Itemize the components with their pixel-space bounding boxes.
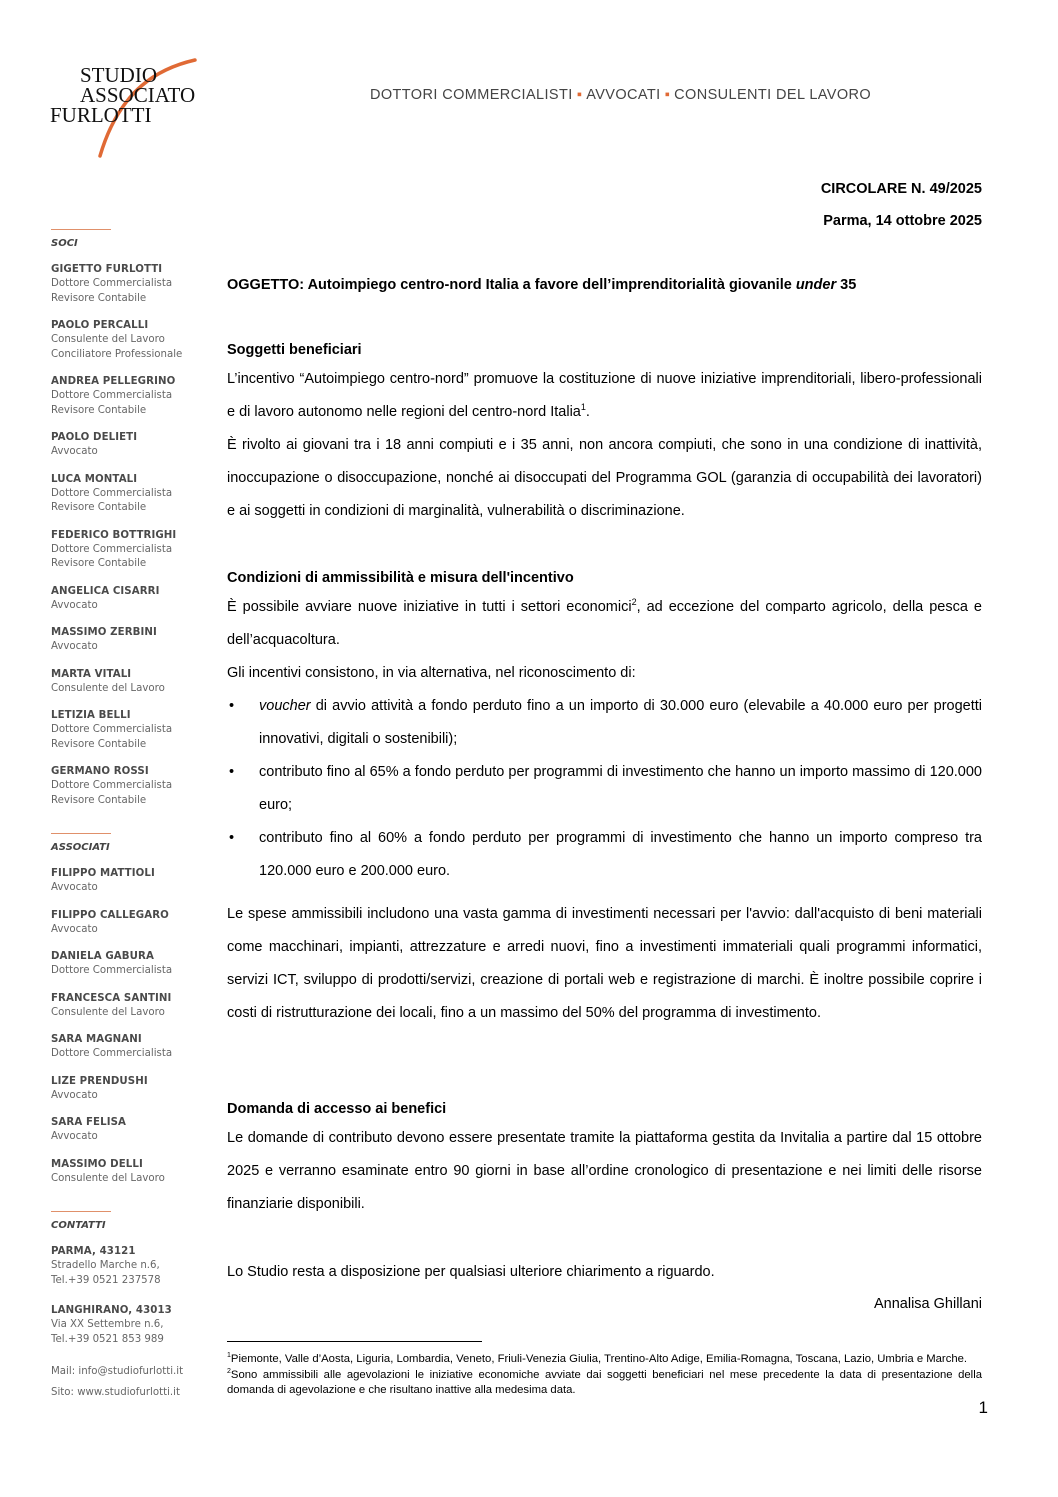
signature: Annalisa Ghillani (873, 1296, 982, 1312)
person-entry (51, 668, 211, 697)
person-entry (51, 950, 211, 979)
closing-sentence: Lo Studio resta a disposizione per qualsiasi ulteriore chiarimento a riguardo. (227, 1264, 715, 1280)
subject-line (227, 277, 982, 293)
list-item-text: contributo fino al 60% a fondo perduto per programmi di investimento che hanno un importo compreso tra 120.000 euro e 200.000 euro. (259, 830, 982, 879)
section-title-associati: ASSOCIATI (51, 842, 110, 853)
contact-email[interactable]: Mail: info@studiofurlotti.it (51, 1366, 184, 1377)
associati-list (51, 867, 211, 1186)
page-number: 1 (978, 1398, 988, 1417)
person-name: MASSIMO ZERBINI (51, 627, 157, 638)
person-entry (51, 709, 211, 752)
paragraph-text: L’incentivo “Autoimpiego centro-nord” promuove la costituzione di nuove iniziative imprenditoriali, libero-professionali e di lavoro autonomo nelle regioni del centro-nord Italia (227, 371, 982, 420)
section-condizioni (227, 570, 982, 1030)
person-name: ANDREA PELLEGRINO (51, 376, 176, 387)
section-soggetti (227, 342, 982, 528)
section-domanda (227, 1101, 982, 1221)
section-heading: Condizioni di ammissibilità e misura dell'incentivo (227, 570, 574, 586)
person-role: Revisore Contabile (51, 404, 147, 416)
contact-block (51, 1304, 211, 1347)
subject-label: OGGETTO: (227, 277, 305, 293)
person-role: Revisore Contabile (51, 558, 147, 569)
person-role: Avvocato (51, 882, 98, 893)
person-entry (51, 992, 211, 1021)
paragraph: Gli incentivi consistono, in via alternativa, nel riconoscimento di: (227, 665, 636, 681)
person-entry (51, 375, 211, 418)
contact-line: Tel.+39 0521 853 989 (51, 1333, 164, 1345)
footnote-number: 2 (227, 1367, 231, 1375)
contatti-list (51, 1245, 211, 1347)
person-role: Revisore Contabile (51, 502, 147, 513)
person-name: LUCA MONTALI (51, 473, 138, 485)
footnote-2 (227, 1368, 982, 1399)
paragraph-text: , ad eccezione del comparto agricolo, della pesca e dell’acquacoltura. (227, 599, 982, 648)
list-item (227, 756, 982, 822)
person-role: Avvocato (51, 923, 98, 935)
person-name: PAOLO PERCALLI (51, 320, 149, 331)
person-role: Dottore Commercialista (51, 780, 173, 791)
person-role: Consulente del Lavoro (51, 1172, 165, 1184)
sidebar (51, 229, 211, 1401)
logo-line-2: ASSOCIATO (80, 83, 196, 107)
person-role: Conciliatore Professionale (51, 348, 183, 360)
person-name: FILIPPO MATTIOLI (51, 868, 155, 879)
footnote-number: 1 (227, 1352, 231, 1360)
person-name: SARA MAGNANI (51, 1034, 142, 1045)
header-tagline (370, 87, 871, 103)
person-role: Revisore Contabile (51, 738, 147, 750)
person-entry (51, 431, 211, 460)
tagline-item: DOTTORI COMMERCIALISTI (370, 87, 573, 103)
contact-website[interactable]: Sito: www.studiofurlotti.it (51, 1387, 180, 1398)
paragraph (227, 363, 982, 429)
contact-block (51, 1245, 211, 1288)
tagline-item: CONSULENTI DEL LAVORO (674, 87, 872, 103)
person-role: Avvocato (51, 1131, 98, 1142)
person-name: GERMANO ROSSI (51, 766, 149, 777)
person-role: Avvocato (51, 599, 98, 611)
section-title-contatti: CONTATTI (51, 1220, 106, 1231)
subject-text: Autoimpiego centro-nord Italia a favore dell’imprenditorialità giovanile (307, 277, 792, 293)
section-divider (51, 229, 111, 230)
paragraph-text: . (585, 404, 590, 420)
list-item (227, 822, 982, 888)
logo-line-3: FURLOTTI (50, 103, 152, 127)
separator-dot-icon: ▪ (664, 87, 671, 103)
person-role: Dottore Commercialista (51, 487, 173, 499)
footnote-separator (227, 1341, 482, 1342)
person-entry (51, 1033, 211, 1062)
person-name: LIZE PRENDUSHI (51, 1075, 148, 1087)
person-name: DANIELA GABURA (51, 951, 154, 962)
bullet-icon: • (229, 764, 235, 780)
person-entry (51, 1158, 211, 1187)
person-name: GIGETTO FURLOTTI (51, 264, 163, 275)
person-entry (51, 473, 211, 516)
person-role: Avvocato (51, 446, 98, 457)
person-name: SARA FELISA (51, 1117, 127, 1128)
person-entry (51, 909, 211, 938)
person-role: Avvocato (51, 641, 98, 652)
footnotes (227, 1352, 982, 1399)
paragraph: Le domande di contributo devono essere presentate tramite la piattaforma gestita da Invitalia a partire dal 15 ottobre 2025 e verranno esaminate entro 90 giorni in base all’ordine cronologico di presentazione e nei limiti delle risorse finanziarie disponibili. (227, 1130, 982, 1212)
paragraph: È rivolto ai giovani tra i 18 anni compiuti e i 35 anni, non ancora compiuti, che sono in una condizione di inattività, inoccupazione o disoccupazione, nonché ai disoccupati del Programma GOL (garanzia di occupabilità dei lavoratori) e ai soggetti in condizioni di marginalità, vulnerabilità o discriminazione. (227, 437, 982, 519)
footnote-1 (227, 1352, 982, 1368)
section-divider (51, 1211, 111, 1212)
person-name: PAOLO DELIETI (51, 432, 138, 443)
place-date: Parma, 14 ottobre 2025 (823, 213, 982, 229)
section-divider (51, 833, 111, 834)
person-name: LETIZIA BELLI (51, 710, 131, 721)
section-heading: Soggetti beneficiari (227, 342, 362, 358)
person-role: Dottore Commercialista (51, 278, 173, 289)
person-entry (51, 529, 211, 572)
section-heading: Domanda di accesso ai benefici (227, 1101, 447, 1117)
person-name: MARTA VITALI (51, 668, 132, 680)
person-role: Dottore Commercialista (51, 543, 173, 555)
person-role: Avvocato (51, 1089, 98, 1101)
person-entry (51, 263, 211, 306)
subject-italic: under (795, 277, 837, 293)
logo-line-1: STUDIO (80, 63, 157, 87)
italic-term: voucher (259, 698, 311, 714)
person-role: Dottore Commercialista (51, 965, 173, 976)
contact-line: Stradello Marche n.6, (51, 1260, 160, 1271)
soci-list (51, 263, 211, 808)
person-role: Dottore Commercialista (51, 390, 173, 401)
person-role: Dottore Commercialista (51, 724, 173, 735)
list-item-text: di avvio attività a fondo perduto fino a un importo di 30.000 euro (elevabile a 40.000 euro per progetti innovativi, digitali o sostenibili); (259, 698, 982, 747)
contact-line: Tel.+39 0521 237578 (51, 1274, 161, 1286)
footnote-text: Sono ammissibili alle agevolazioni le iniziative economiche avviate dai soggetti beneficiari nel mese precedente la data di presentazione della domanda di agevolazione e che risultano inattive alla medesima data. (227, 1368, 982, 1396)
person-role: Consulente del Lavoro (51, 682, 165, 694)
person-entry (51, 765, 211, 808)
person-role: Revisore Contabile (51, 794, 147, 806)
section-title-soci: SOCI (51, 238, 78, 249)
bullet-icon: • (229, 698, 235, 714)
person-role: Dottore Commercialista (51, 1048, 173, 1059)
person-entry (51, 319, 211, 362)
person-entry (51, 626, 211, 655)
person-entry (51, 1075, 211, 1104)
bullet-icon: • (229, 830, 235, 846)
person-name: MASSIMO DELLI (51, 1158, 143, 1170)
person-entry (51, 867, 211, 896)
paragraph (227, 591, 982, 657)
contact-line: Via XX Settembre n.6, (51, 1319, 164, 1330)
tagline-item: AVVOCATI (586, 87, 661, 103)
paragraph: Le spese ammissibili includono una vasta gamma di investimenti necessari per l'avvio: dall'acquisto di beni materiali come macchinari, impianti, attrezzature e arredi nuovi, fino a investimenti immateriali quali programmi informatici, servizi ICT, sviluppo di prodotti/servizi, creazione di portali web e registrazione di marchi. È inoltre possibile coprire i costi di ristrutturazione dei locali, fino a un massimo del 50% del programma di investimento. (227, 906, 982, 1021)
person-name: FRANCESCA SANTINI (51, 992, 172, 1004)
subject-end: 35 (840, 277, 857, 293)
footnote-text: Piemonte, Valle d’Aosta, Liguria, Lombardia, Veneto, Friuli-Venezia Giulia, Trentino-Alto Adige, Emilia-Romagna, Toscana, Lazio, Umbria e Marche. (230, 1353, 968, 1365)
person-role: Consulente del Lavoro (51, 334, 165, 345)
person-entry (51, 1116, 211, 1145)
footnote-ref[interactable]: 1 (580, 402, 586, 413)
person-role: Revisore Contabile (51, 292, 147, 304)
contact-city: PARMA, 43121 (51, 1246, 136, 1257)
person-role: Consulente del Lavoro (51, 1006, 165, 1018)
person-name: FEDERICO BOTTRIGHI (51, 529, 177, 541)
person-name: ANGELICA CISARRI (51, 585, 160, 597)
contact-city: LANGHIRANO, 43013 (51, 1305, 172, 1316)
studio-logo (50, 58, 210, 158)
footnote-ref[interactable]: 2 (631, 597, 637, 608)
paragraph-text: È possibile avviare nuove iniziative in tutti i settori economici (227, 599, 632, 615)
list-item-text: contributo fino al 65% a fondo perduto per programmi di investimento che hanno un importo massimo di 120.000 euro; (259, 764, 982, 813)
list-item (227, 690, 982, 756)
person-entry (51, 585, 211, 614)
separator-dot-icon: ▪ (576, 87, 583, 103)
circolare-number: CIRCOLARE N. 49/2025 (820, 181, 982, 197)
person-name: FILIPPO CALLEGARO (51, 909, 169, 921)
